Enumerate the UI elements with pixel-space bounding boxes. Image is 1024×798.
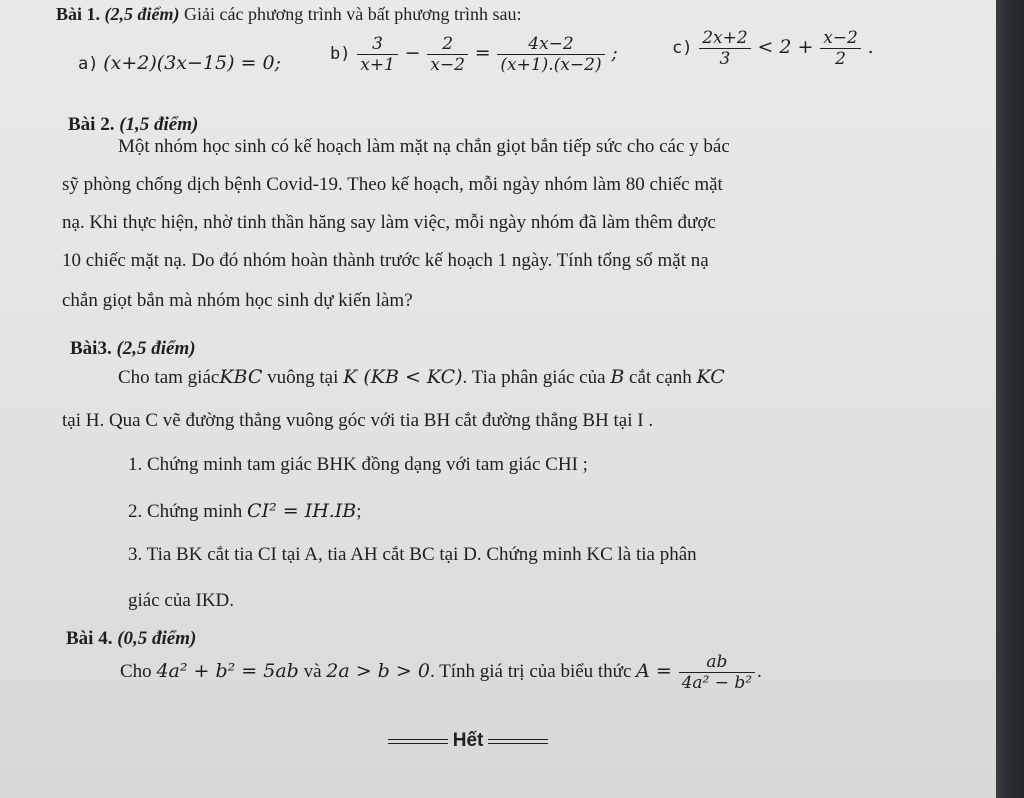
bai2-line: Một nhóm học sinh có kế hoạch làm mặt nạ chắn giọt bắn tiếp sức cho các y bác — [118, 136, 730, 157]
bai1-part-a: a) (x+2)(3x−15) = 0; — [78, 52, 281, 74]
bai2-title: Bài 2. — [68, 114, 115, 135]
bai1-intro: Giải các phương trình và bất phương trình sau: — [184, 4, 522, 24]
fraction: $\frac{2}{x-2}$ — [427, 34, 468, 75]
bai3-line1: Cho tam giácKBC vuông tại K (KB < KC). Tia phân giác của B cắt cạnh KC — [118, 366, 725, 388]
bai2-line: chắn giọt bắn mà nhóm học sinh dự kiến làm? — [62, 290, 413, 311]
bai1-points: (2,5 điểm) — [104, 4, 180, 24]
fraction: $\frac{ab}{\text{4a² − b²}}$ — [679, 652, 756, 693]
bai2-line: nạ. Khi thực hiện, nhờ tinh thần hăng say làm việc, mỗi ngày nhóm đã làm thêm được — [62, 212, 716, 233]
bai3-header — [70, 338, 196, 360]
fraction: $\frac{x-2}{2}$ — [820, 28, 861, 69]
footer-end — [388, 730, 548, 752]
bai1-part-c: c) $\frac{2x+2}{3}$ < 2 + $\frac{x-2}{2}$ . — [672, 28, 874, 69]
bai1-title: Bài 1. — [56, 4, 101, 24]
bai2-line: 10 chiếc mặt nạ. Do đó nhóm hoàn thành trước kế hoạch 1 ngày. Tính tổng số mặt nạ — [62, 250, 709, 271]
bai1-part-b: b) $\frac{3}{x+1}$ − $\frac{2}{x-2}$ = $\frac{4x-2}{(x+1).(x-2)}$ ; — [330, 34, 618, 75]
bai3-question-2: 2. Chứng minh CI² = IH.IB; — [128, 500, 362, 522]
divider — [488, 739, 548, 744]
background-edge — [996, 0, 1024, 798]
bai4-condition-2: 2a > b > 0 — [326, 659, 430, 682]
bai1-a-equation: (x+2)(3x−15) = 0; — [103, 52, 281, 74]
bai3-title: Bài3. — [70, 338, 112, 359]
bai3-question-3: 3. Tia BK cắt tia CI tại A, tia AH cắt BC tại D. Chứng minh KC là tia phân — [128, 544, 697, 565]
bai2-points: (1,5 điểm) — [119, 114, 199, 135]
bai3-points: (2,5 điểm) — [116, 338, 196, 359]
bai4-statement: Cho 4a² + b² = 5ab và 2a > b > 0. Tính giá trị của biểu thức A = $\frac{ab}{\text{4a² − b²}}$ . — [120, 652, 762, 693]
bai2-header — [68, 114, 198, 136]
bai4-header — [66, 628, 196, 650]
fraction: $\frac{4x-2}{(x+1).(x-2)}$ — [497, 34, 604, 75]
fraction: $\frac{3}{x+1}$ — [357, 34, 398, 75]
fraction: $\frac{2x+2}{3}$ — [699, 28, 750, 69]
footer-label: Hết — [452, 730, 484, 751]
bai4-condition: 4a² + b² = 5ab — [156, 659, 299, 682]
bai2-line: sỹ phòng chống dịch bệnh Covid-19. Theo kế hoạch, mỗi ngày nhóm làm 80 chiếc mặt — [62, 174, 723, 195]
bai4-points: (0,5 điểm) — [117, 628, 197, 649]
bai3-question-3-cont: giác của IKD. — [128, 590, 235, 611]
bai3-question-1: 1. Chứng minh tam giác BHK đồng dạng với tam giác CHI ; — [128, 454, 588, 475]
bai1-header — [56, 4, 521, 25]
bai4-title: Bài 4. — [66, 628, 113, 649]
bai3-line2: tại H. Qua C vẽ đường thẳng vuông góc với tia BH cắt đường thẳng BH tại I . — [62, 410, 654, 431]
divider — [388, 739, 448, 744]
